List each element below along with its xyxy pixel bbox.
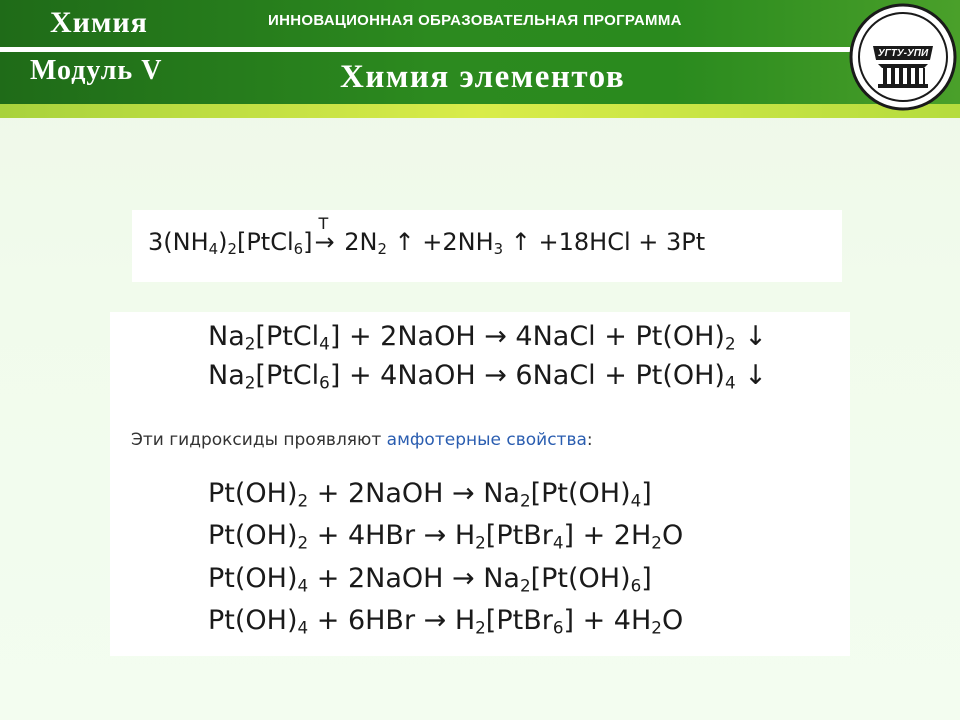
amphoteric-note: Эти гидроксиды проявляют амфотерные свойства: — [131, 430, 593, 450]
topic-title: Химия элементов — [340, 59, 626, 95]
equation-4: $Pt(OH)_2 + 4HBr$ → $H_2[PtBr_4] + 2H_2O$ — [208, 520, 684, 553]
heating-arrow: T → — [314, 214, 335, 256]
amphoteric-properties-link[interactable]: амфотерные свойства — [386, 430, 587, 450]
header-divider — [0, 47, 850, 52]
equation-6: $Pt(OH)_4 + 6HBr$ → $H_2[PtBr_6] + 4H_2O$ — [208, 605, 684, 638]
equation-1: $Na_2[PtCl_4]$ + 2NaOH → 4NaCl + $Pt(OH)_2$ ↓ — [208, 321, 767, 354]
equation-3: $Pt(OH)_2$ + 2NaOH → $Na_2[Pt(OH)_4]$ — [208, 478, 652, 511]
program-title: ИННОВАЦИОННАЯ ОБРАЗОВАТЕЛЬНАЯ ПРОГРАММА — [268, 12, 682, 29]
university-logo — [848, 2, 958, 112]
subject-title: Химия — [50, 6, 148, 39]
equation-5: $Pt(OH)_4$ + 2NaOH → $Na_2[Pt(OH)_6]$ — [208, 563, 652, 596]
equation-thermal-decomposition: $3(NH_4)_2[PtCl_6]$ T → $2N_2$ ↑ $+2NH_3$ ↑ +18HCl + 3Pt — [148, 214, 706, 259]
equation-2: $Na_2[PtCl_6]$ + 4NaOH → 6NaCl + $Pt(OH)_4$ ↓ — [208, 360, 767, 393]
logo-text: УГТУ-УПИ — [877, 48, 929, 59]
header-accent-stripe — [0, 104, 960, 118]
module-title: Модуль V — [30, 55, 163, 86]
